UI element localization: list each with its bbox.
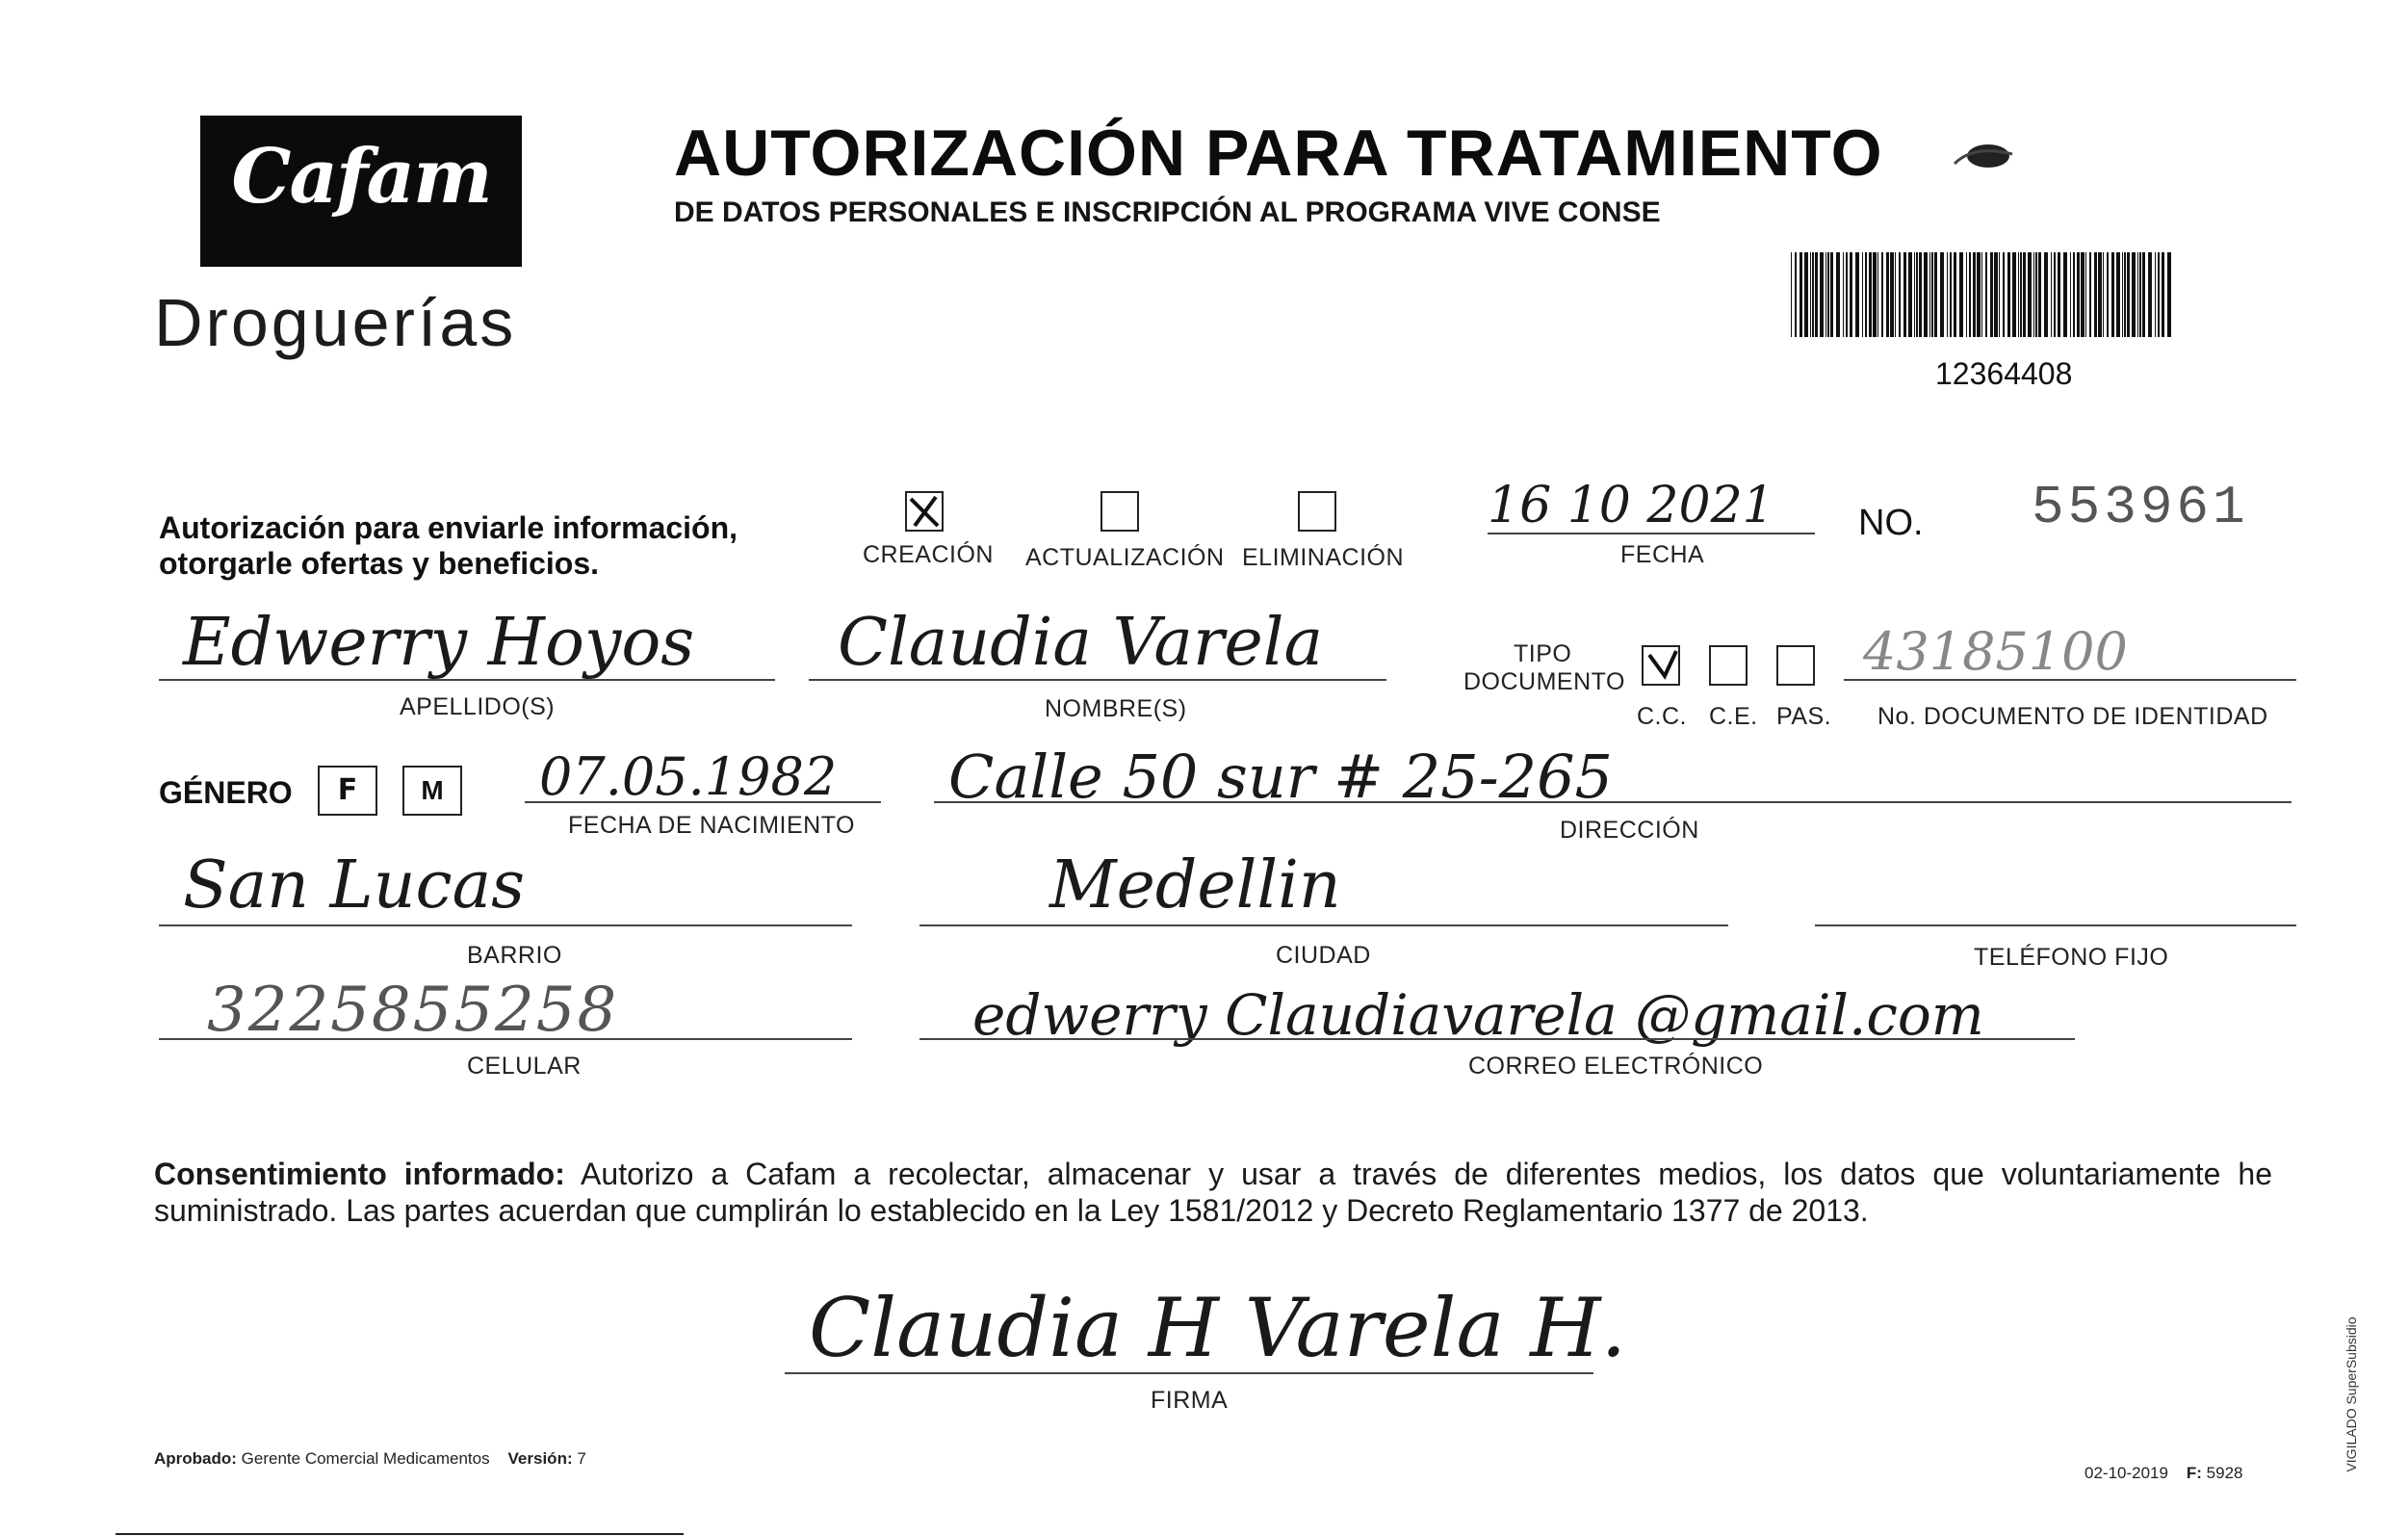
celular-value: 3225855258 bbox=[207, 975, 619, 1046]
date-line bbox=[1488, 533, 1815, 534]
barcode-bar bbox=[1869, 252, 1872, 337]
apellidos-line bbox=[159, 679, 775, 681]
barcode-bar bbox=[1886, 252, 1889, 337]
barcode-number: 12364408 bbox=[1935, 356, 2073, 391]
barcode-bar bbox=[1843, 252, 1844, 337]
ciudad-label: CIUDAD bbox=[1276, 942, 1371, 969]
barcode-bar bbox=[1954, 252, 1956, 337]
barcode-bar bbox=[2167, 252, 2171, 337]
barcode-bar bbox=[2051, 252, 2052, 337]
telefono-label: TELÉFONO FIJO bbox=[1974, 944, 2169, 971]
barcode-bar bbox=[2107, 252, 2109, 337]
authorization-text-line2: otorgarle ofertas y beneficios. bbox=[159, 546, 600, 581]
barcode-bar bbox=[2070, 252, 2071, 337]
document-subtitle: DE DATOS PERSONALES E INSCRIPCIÓN AL PROGRAMA VIVE CONSE bbox=[674, 196, 1661, 228]
barcode-bar bbox=[1820, 252, 1824, 337]
address-label: DIRECCIÓN bbox=[1560, 817, 1699, 844]
barcode-bar bbox=[1795, 252, 1797, 337]
barcode-bar bbox=[1919, 252, 1922, 337]
cc-label: C.C. bbox=[1637, 703, 1687, 730]
barcode-bar bbox=[1830, 252, 1833, 337]
ce-checkbox[interactable] bbox=[1709, 645, 1748, 686]
version-label: Versión: bbox=[507, 1449, 573, 1468]
apellidos-label: APELLIDO(S) bbox=[400, 693, 556, 720]
barcode-bar bbox=[1895, 252, 1896, 337]
barcode-bar bbox=[2077, 252, 2080, 337]
genero-m-checkbox[interactable]: M bbox=[402, 766, 462, 816]
barcode-bar bbox=[1862, 252, 1863, 337]
celular-line bbox=[159, 1038, 852, 1040]
logo-text: Cafam bbox=[231, 133, 491, 221]
f-label: F: bbox=[2186, 1464, 2202, 1482]
doc-number-label: No. DOCUMENTO DE IDENTIDAD bbox=[1877, 703, 2268, 730]
barcode-bar bbox=[2094, 252, 2097, 337]
email-line bbox=[919, 1038, 2075, 1040]
barcode-bar bbox=[1810, 252, 1811, 337]
barcode-bar bbox=[2054, 252, 2056, 337]
consent-heading: Consentimiento informado: bbox=[154, 1157, 565, 1191]
pas-label: PAS. bbox=[1776, 703, 1832, 730]
barcode-bar bbox=[1994, 252, 1998, 337]
actualizacion-checkbox[interactable] bbox=[1100, 491, 1139, 532]
option-label-creacion: CREACIÓN bbox=[863, 541, 994, 568]
doc-number-line bbox=[1844, 679, 2296, 681]
option-label-actualizacion: ACTUALIZACIÓN bbox=[1025, 544, 1225, 571]
barcode-bar bbox=[1812, 252, 1814, 337]
barcode-bar bbox=[1855, 252, 1859, 337]
creacion-checkbox[interactable] bbox=[905, 491, 944, 532]
date-value: 16 10 2021 bbox=[1488, 477, 1774, 534]
barcode-bar bbox=[2028, 252, 2032, 337]
barcode-bar bbox=[1791, 252, 1792, 337]
address-value: Calle 50 sur # 25-265 bbox=[948, 742, 1613, 812]
ciudad-value: Medellin bbox=[1049, 847, 1341, 924]
barcode-bar bbox=[2035, 252, 2037, 337]
option-label-eliminacion: ELIMINACIÓN bbox=[1242, 544, 1405, 571]
barcode-bar bbox=[2142, 252, 2145, 337]
barcode-bar bbox=[2148, 252, 2152, 337]
barcode-bar bbox=[2073, 252, 2075, 337]
nombres-label: NOMBRE(S) bbox=[1045, 695, 1187, 722]
barcode-bar bbox=[1877, 252, 1878, 337]
barcode-bar bbox=[1881, 252, 1883, 337]
brand-subtitle: Droguerías bbox=[154, 285, 517, 360]
barcode-bar bbox=[1950, 252, 1952, 337]
barcode-bar bbox=[1846, 252, 1848, 337]
documento-label: DOCUMENTO bbox=[1463, 668, 1625, 695]
barrio-value: San Lucas bbox=[183, 847, 526, 924]
barcode-bar bbox=[2103, 252, 2104, 337]
barcode-bar bbox=[2155, 252, 2156, 337]
signature-line bbox=[785, 1372, 1593, 1374]
consent-paragraph bbox=[154, 1156, 2272, 1229]
barcode-bar bbox=[2116, 252, 2120, 337]
barcode-bar bbox=[1825, 252, 1826, 337]
doc-number-value: 43185100 bbox=[1863, 621, 2128, 682]
barcode-bar bbox=[1890, 252, 1894, 337]
barcode-icon bbox=[1791, 252, 2176, 337]
birth-date-label: FECHA DE NACIMIENTO bbox=[568, 812, 855, 839]
footer-approval bbox=[154, 1449, 586, 1469]
barcode-bar bbox=[1815, 252, 1818, 337]
barcode-bar bbox=[2012, 252, 2016, 337]
genero-label: GÉNERO bbox=[159, 775, 293, 810]
barcode-bar bbox=[1947, 252, 1948, 337]
barcode-bar bbox=[2044, 252, 2048, 337]
check-mark-icon bbox=[907, 493, 942, 530]
cc-checkbox[interactable] bbox=[1642, 645, 1680, 686]
barcode-bar bbox=[1940, 252, 1944, 337]
genero-f-checkbox[interactable]: F bbox=[318, 766, 377, 816]
birth-date-line bbox=[525, 801, 881, 803]
barcode-bar bbox=[1850, 252, 1852, 337]
barcode-bar bbox=[1804, 252, 1808, 337]
no-label: NO. bbox=[1858, 503, 1924, 543]
version-value: 7 bbox=[577, 1449, 586, 1468]
signature-value: Claudia H Varela H. bbox=[809, 1281, 1627, 1375]
barcode-bar bbox=[1981, 252, 1982, 337]
consent-body: Autorizo a Cafam a recolectar, almacenar y usar a través de diferentes medios, los datos que voluntariamente he suministrado. Las partes acuerdan que cumplirán lo establecido en la Ley 1581/2012 y Decreto Reglamentario 1377 de 2013. bbox=[154, 1157, 2272, 1228]
barcode-bar bbox=[1899, 252, 1901, 337]
stamp-mark-icon bbox=[1935, 125, 2051, 183]
eliminacion-checkbox[interactable] bbox=[1298, 491, 1336, 532]
signature-label: FIRMA bbox=[1151, 1387, 1229, 1414]
barcode-bar bbox=[1977, 252, 1981, 337]
barcode-bar bbox=[2085, 252, 2086, 337]
barcode-bar bbox=[2137, 252, 2138, 337]
form-number: 553961 bbox=[2032, 477, 2249, 538]
barcode-bar bbox=[2122, 252, 2123, 337]
aprobado-label: Aprobado: bbox=[154, 1449, 237, 1468]
barcode-bar bbox=[2158, 252, 2160, 337]
barcode-bar bbox=[1966, 252, 1967, 337]
footer-code bbox=[2084, 1464, 2242, 1483]
apellidos-value: Edwerry Hoyos bbox=[183, 605, 695, 681]
barcode-bar bbox=[2132, 252, 2136, 337]
supersubsidio-side-text: VIGILADO SuperSubsidio bbox=[2343, 1316, 2359, 1472]
barcode-bar bbox=[1800, 252, 1802, 337]
barcode-bar bbox=[1929, 252, 1930, 337]
nombres-value: Claudia Varela bbox=[838, 605, 1323, 681]
document-title: AUTORIZACIÓN PARA TRATAMIENTO bbox=[674, 117, 1883, 190]
barcode-bar bbox=[2018, 252, 2019, 337]
barcode-bar bbox=[1999, 252, 2000, 337]
barcode-bar bbox=[2020, 252, 2022, 337]
barcode-bar bbox=[2003, 252, 2005, 337]
barcode-bar bbox=[1969, 252, 1971, 337]
barcode-bar bbox=[1827, 252, 1829, 337]
aprobado-value: Gerente Comercial Medicamentos bbox=[241, 1449, 490, 1468]
footer-date-code: 02-10-2019 bbox=[2084, 1464, 2168, 1482]
barcode-bar bbox=[2023, 252, 2026, 337]
barcode-bar bbox=[2089, 252, 2091, 337]
barcode-bar bbox=[2127, 252, 2130, 337]
tipo-label: TIPO bbox=[1514, 640, 1572, 667]
barcode-bar bbox=[1924, 252, 1928, 337]
barcode-bar bbox=[1990, 252, 1993, 337]
barcode-bar bbox=[2162, 252, 2164, 337]
barcode-bar bbox=[1873, 252, 1877, 337]
barcode-bar bbox=[2033, 252, 2034, 337]
barcode-bar bbox=[1959, 252, 1963, 337]
barcode-bar bbox=[2098, 252, 2102, 337]
ce-label: C.E. bbox=[1709, 703, 1758, 730]
ciudad-line bbox=[919, 924, 1728, 926]
telefono-line bbox=[1815, 924, 2296, 926]
bottom-divider bbox=[116, 1533, 684, 1535]
birth-date-value: 07.05.1982 bbox=[539, 746, 838, 807]
barcode-bar bbox=[2038, 252, 2041, 337]
check-mark-icon bbox=[1644, 647, 1678, 684]
nombres-line bbox=[809, 679, 1386, 681]
f-value: 5928 bbox=[2206, 1464, 2243, 1482]
authorization-text-line1: Autorización para enviarle información, bbox=[159, 510, 738, 545]
barcode-bar bbox=[1934, 252, 1937, 337]
address-line bbox=[934, 801, 2291, 803]
barcode-bar bbox=[1908, 252, 1912, 337]
barcode-bar bbox=[2007, 252, 2010, 337]
barcode-bar bbox=[1836, 252, 1840, 337]
barcode-bar bbox=[2111, 252, 2114, 337]
barcode-bar bbox=[2124, 252, 2126, 337]
barcode-bar bbox=[2058, 252, 2060, 337]
celular-label: CELULAR bbox=[467, 1053, 582, 1080]
barcode-bar bbox=[1985, 252, 1987, 337]
barcode-bar bbox=[2081, 252, 2084, 337]
email-value: edwerry Claudiavarela @gmail.com bbox=[972, 982, 1984, 1048]
date-label: FECHA bbox=[1620, 541, 1705, 568]
email-label: CORREO ELECTRÓNICO bbox=[1468, 1053, 1764, 1080]
barrio-label: BARRIO bbox=[467, 942, 562, 969]
barcode-bar bbox=[1914, 252, 1915, 337]
barrio-line bbox=[159, 924, 852, 926]
barcode-bar bbox=[1916, 252, 1918, 337]
barcode-bar bbox=[1903, 252, 1906, 337]
barcode-bar bbox=[1931, 252, 1933, 337]
barcode-bar bbox=[1973, 252, 1976, 337]
barcode-bar bbox=[2063, 252, 2067, 337]
barcode-bar bbox=[1865, 252, 1867, 337]
pas-checkbox[interactable] bbox=[1776, 645, 1815, 686]
barcode-bar bbox=[2139, 252, 2141, 337]
cafam-logo bbox=[200, 116, 522, 267]
